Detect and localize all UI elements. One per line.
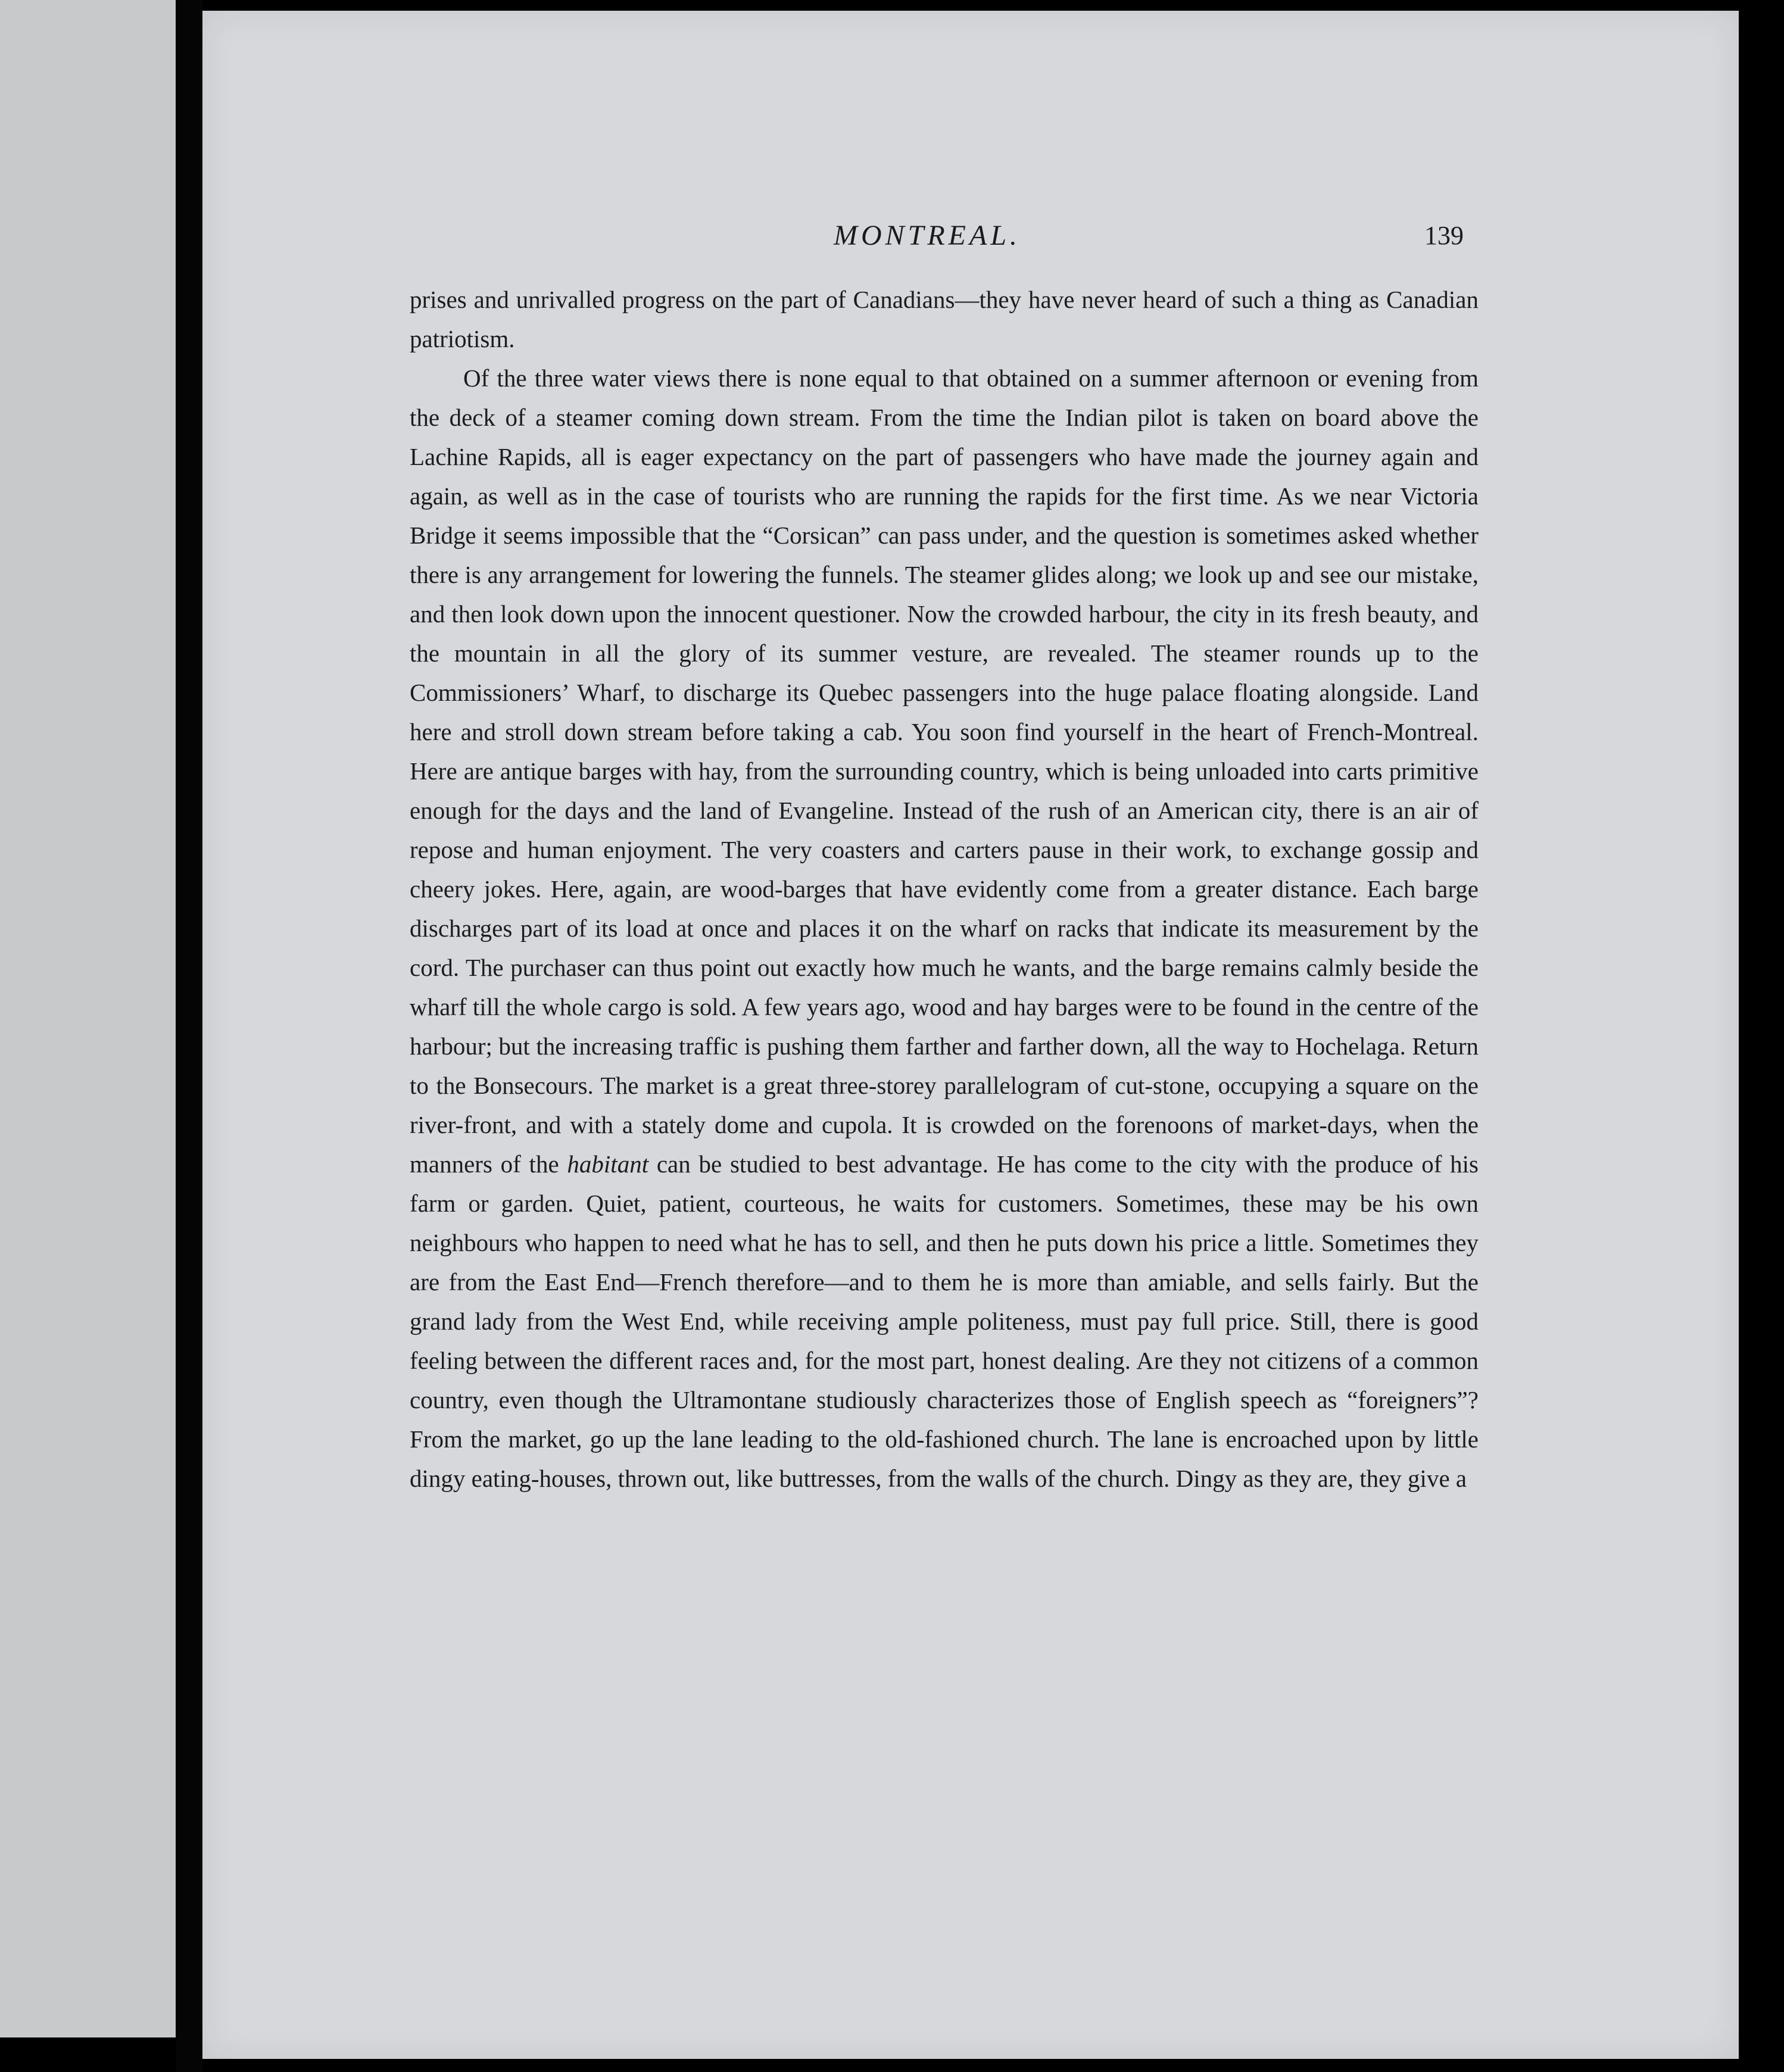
book-page	[202, 11, 1739, 2059]
paragraph-text: Of the three water views there is none equal to that obtained on a summer afternoon or evening from the deck of a steamer coming down stream. From the time the Indian pilot is taken on board above the Lachine Rapids, all is eager expectancy on the part of passengers who have made the journey again and again, as well as in the case of tourists who are running the rapids for the first time. As we near Victoria Bridge it seems impossible that the “Corsican” can pass under, and the question is sometimes asked whether there is any arrangement for lowering the funnels. The steamer glides along; we look up and see our mistake, and then look down upon the innocent questioner. Now the crowded harbour, the city in its fresh beauty, and the mountain in all the glory of its summer vesture, are revealed. The steamer rounds up to the Commissioners’ Wharf, to discharge its Quebec passengers into the huge palace floating alongside. Land here and stroll down stream before taking a cab. You soon find yourself in the heart of French-Montreal. Here are antique barges with hay, from the surrounding country, which is being unloaded into carts primitive enough for the days and the land of Evangeline. Instead of the rush of an American city, there is an air of repose and human enjoyment. The very coasters and carters pause in their work, to exchange gossip and cheery jokes. Here, again, are wood-barges that have evidently come from a greater distance. Each barge discharges part of its load at once and places it on the wharf on racks that indicate its measurement by the cord. The purchaser can thus point out exactly how much he wants, and the barge remains calmly beside the wharf till the whole cargo is sold. A few years ago, wood and hay barges were to be found in the centre of the harbour; but the increasing traffic is pushing them farther and farther down, all the way to Hochelaga. Return to the Bonsecours. The market is a great three-storey parallelogram of cut-stone, occupying a square on the river-front, and with a stately dome and cupola. It is crowded on the forenoons of market-days, when the manners of the	[410, 364, 1479, 1178]
paragraph-text-continued: can be studied to best advantage. He has come to the city with the produce of his farm or garden. Quiet, patient, courteous, he waits for customers. Sometimes, these may be his own neighbours who happen to need what he has to sell, and then he puts down his price a little. Sometimes they are from the East End—French therefore—and to them he is more than amiable, and sells fairly. But the grand lady from the West End, while receiving ample politeness, must pay full price. Still, there is good feeling between the different races and, for the most part, honest dealing. Are they not citizens of a common country, even though the Ultramontane studiously characterizes those of English speech as “foreigners”? From the market, go up the lane leading to the old-fashioned church. The lane is encroached upon by little dingy eating-houses, thrown out, like buttresses, from the walls of the church. Dingy as they are, they give a	[410, 1150, 1479, 1492]
running-header	[202, 207, 1739, 261]
left-page-edge	[0, 0, 179, 2037]
running-title: MONTREAL.	[834, 220, 1021, 251]
book-gutter	[176, 0, 202, 2072]
italic-word: habitant	[567, 1150, 649, 1178]
paragraph-water-views	[410, 358, 1479, 1498]
body-text	[410, 280, 1479, 1498]
paragraph-continued: prises and unrivalled progress on the part of Canadians—they have never heard of such a thing as Canadian patriotism.	[410, 286, 1479, 352]
page-number: 139	[1424, 221, 1464, 250]
right-page-edge	[1739, 0, 1784, 2072]
